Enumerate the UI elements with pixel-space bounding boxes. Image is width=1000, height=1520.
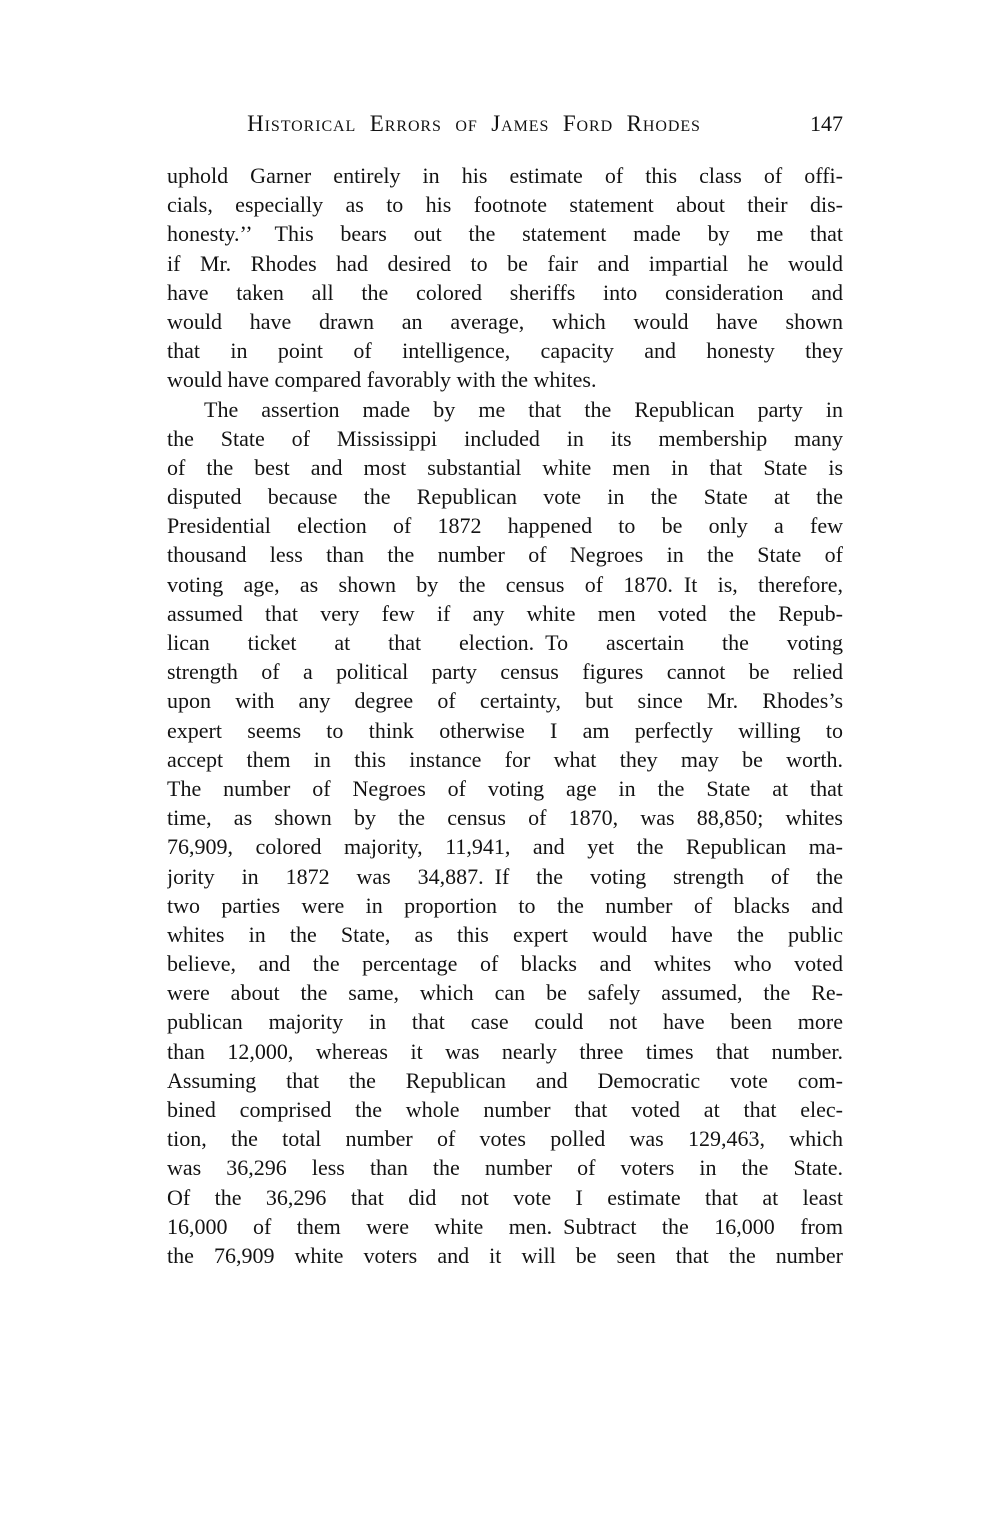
text-line: cials, especially as to his footnote statement about their dis- xyxy=(167,192,843,218)
text-line: the State of Mississippi included in its membership many xyxy=(167,425,843,451)
text-line: whites in the State, as this expert would have the public xyxy=(167,921,843,947)
text-line: were about the same, which can be safely assumed, the Re- xyxy=(167,980,843,1006)
text-line: strength of a political party census figures cannot be relied xyxy=(167,659,843,685)
text-line: thousand less than the number of Negroes in the State of xyxy=(167,542,843,568)
text-line: the 76,909 white voters and it will be seen that the number xyxy=(167,1242,843,1268)
text-line: that in point of intelligence, capacity and honesty they xyxy=(167,338,843,364)
text-line: voting age, as shown by the census of 1870. It is, therefore, xyxy=(167,571,843,597)
text-line: Of the 36,296 that did not vote I estimate that at least xyxy=(167,1184,843,1210)
text-line: would have drawn an average, which would have shown xyxy=(167,308,843,334)
page-number: 147 xyxy=(810,111,843,136)
text-line: was 36,296 less than the number of voters in the State. xyxy=(167,1155,843,1181)
text-line: honesty.’’ This bears out the statement made by me that xyxy=(167,221,843,247)
text-line: The number of Negroes of voting age in the State at that xyxy=(167,775,843,801)
text-line: publican majority in that case could not have been more xyxy=(167,1009,843,1035)
text-line: 76,909, colored majority, 11,941, and yet the Republican ma- xyxy=(167,834,843,860)
text-line: if Mr. Rhodes had desired to be fair and impartial he would xyxy=(167,250,843,276)
text-line: time, as shown by the census of 1870, was 88,850; whites xyxy=(167,805,843,831)
text-line: The assertion made by me that the Republican party in xyxy=(204,396,843,422)
text-line: two parties were in proportion to the number of blacks and xyxy=(167,892,843,918)
text-line: upon with any degree of certainty, but since Mr. Rhodes’s xyxy=(167,688,843,714)
text-line: jority in 1872 was 34,887. If the voting strength of the xyxy=(167,863,843,889)
text-line: lican ticket at that election. To ascertain the voting xyxy=(167,630,843,655)
text-line: would have compared favorably with the whites. xyxy=(167,367,597,393)
text-line: bined comprised the whole number that voted at that elec- xyxy=(167,1097,843,1122)
text-line: uphold Garner entirely in his estimate of this class of offi- xyxy=(167,163,843,188)
text-line: have taken all the colored sheriffs into consideration and xyxy=(167,279,843,305)
body-text xyxy=(167,161,843,1270)
text-line: expert seems to think otherwise I am perfectly willing to xyxy=(167,717,843,743)
running-header xyxy=(167,111,843,141)
text-line: 16,000 of them were white men. Subtract the 16,000 from xyxy=(167,1213,843,1239)
text-line: of the best and most substantial white men in that State is xyxy=(167,454,843,480)
text-line: accept them in this instance for what they may be worth. xyxy=(167,746,843,772)
page-header-title: Historical Errors of James Ford Rhodes xyxy=(247,111,701,136)
text-line: believe, and the percentage of blacks and whites who voted xyxy=(167,951,843,977)
text-line: assumed that very few if any white men voted the Repub- xyxy=(167,600,843,626)
text-line: Presidential election of 1872 happened to be only a few xyxy=(167,513,843,539)
text-line: disputed because the Republican vote in the State at the xyxy=(167,484,843,510)
text-line: Assuming that the Republican and Democratic vote com- xyxy=(167,1067,843,1093)
text-line: than 12,000, whereas it was nearly three times that number. xyxy=(167,1038,843,1064)
text-line: tion, the total number of votes polled was 129,463, which xyxy=(167,1126,843,1152)
